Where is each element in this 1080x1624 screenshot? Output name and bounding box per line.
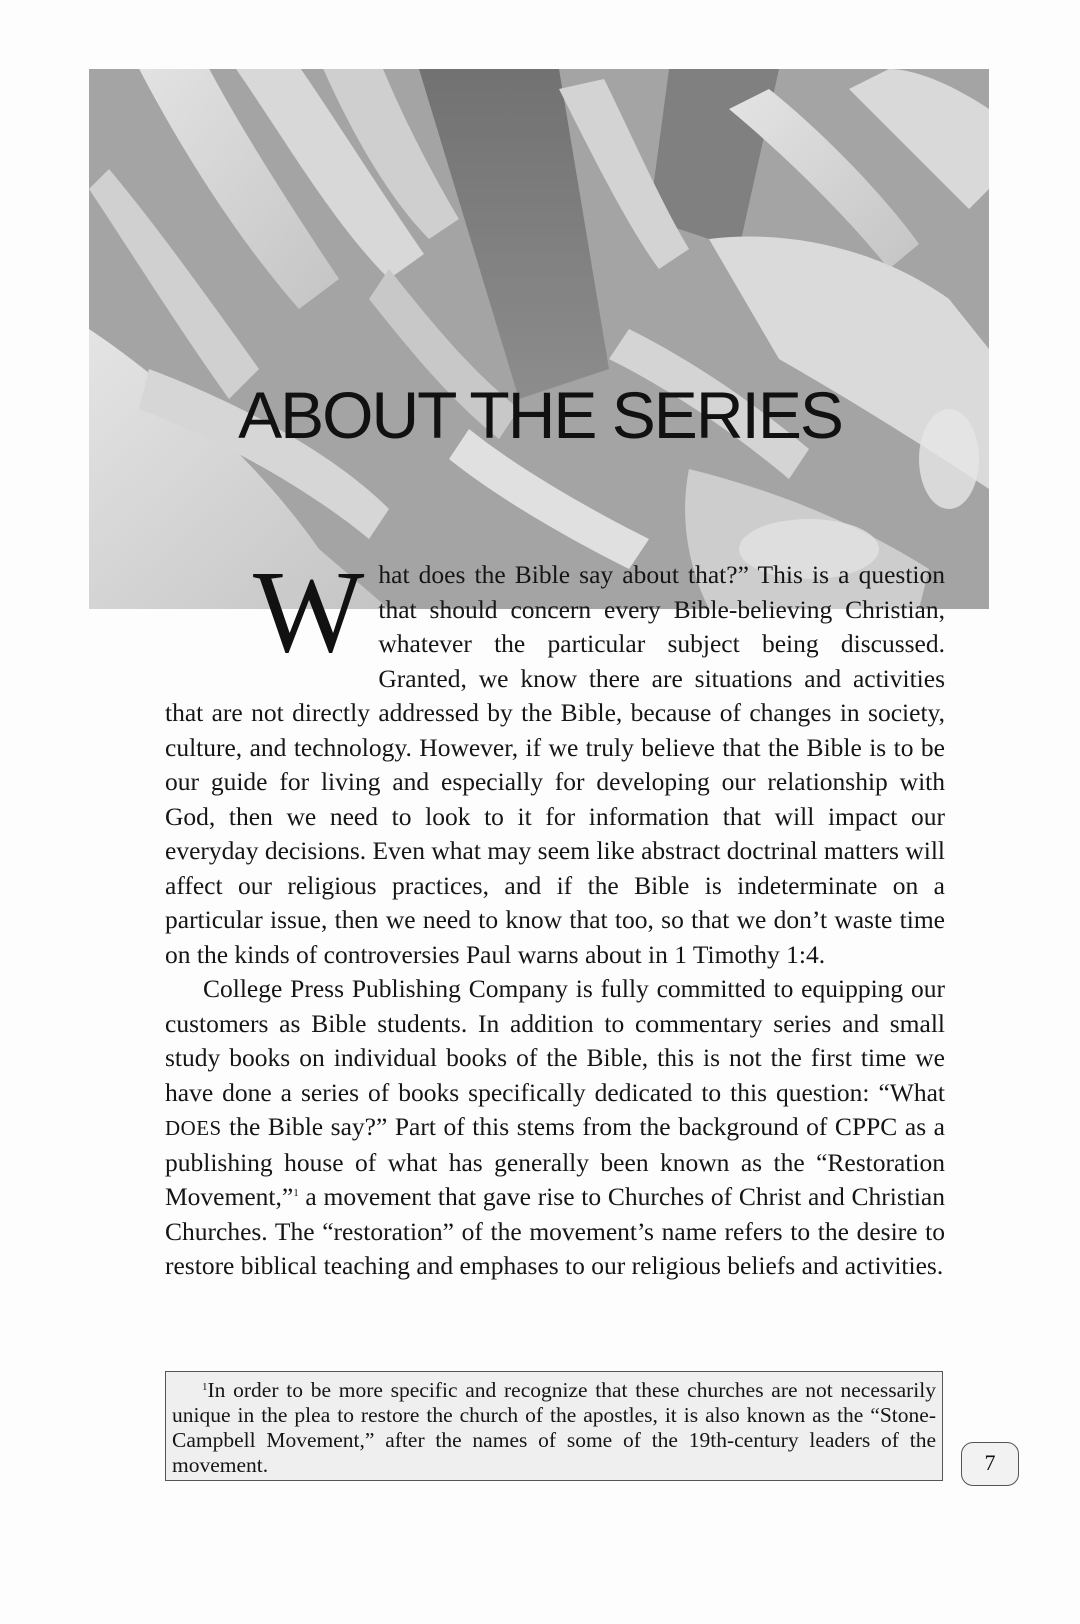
page-number-tab: 7: [961, 1442, 1019, 1486]
footnote-text: In order to be more specific and recognize that these churches are not necessarily unique in the plea to restore the church of the apostles, it is also known as the “Stone-Campbell Movement,” after the names of some of the 19th-century leaders of the movement.: [172, 1378, 936, 1477]
drop-cap-letter: W: [253, 546, 365, 677]
footnote-box: [165, 1371, 943, 1481]
paragraph-2-text-c: a movement that gave rise to Churches of Christ and Christian Churches. The “restoration” of the movement’s name refers to the desire to restore biblical teaching and emphases to our religious beliefs and activities.: [165, 1182, 945, 1280]
footnote-marker: 1: [202, 1381, 208, 1393]
hands-photo-image: [89, 69, 989, 609]
body-text: [165, 546, 945, 1284]
paragraph-1-text: hat does the Bible say about that?” This is a question that should concern every Bible-believing Christian, whatever the particular subject being discussed. Granted, we know there are situations and activities that are not directly addressed by the Bible, because of changes in society, culture, and technology. However, if we truly believe that the Bible is to be our guide for living and especially for developing our relationship with God, then we need to look to it for information that will impact our everyday decisions. Even what may seem like abstract doctrinal matters will affect our religious practices, and if the Bible is indeterminate on a particular issue, then we need to know that too, so that we don’t waste time on the kinds of controversies Paul warns about in 1 Timothy 1:4.: [165, 560, 945, 969]
footnote-reference: 1: [293, 1187, 299, 1199]
paragraph-2-text-a: College Press Publishing Company is fully committed to equipping our customers as Bible students. In addition to commentary series and small study books on individual books of the Bible, this is not the first time we have done a series of books specifically dedicated to this question: “What: [165, 974, 945, 1107]
paragraph-2-smallcaps: DOES: [165, 1116, 222, 1140]
paragraph-2-text-b: the Bible say?” Part of this stems from the background of CPPC as a publishing house of what has generally been known as the “Restoration Movement,”: [165, 1112, 945, 1211]
footnote-text-block: [172, 1378, 936, 1478]
paragraph-1: [165, 546, 945, 972]
hands-photo-banner: [89, 69, 989, 609]
paragraph-2: [165, 972, 945, 1284]
page-title: ABOUT THE SERIES: [238, 378, 842, 452]
